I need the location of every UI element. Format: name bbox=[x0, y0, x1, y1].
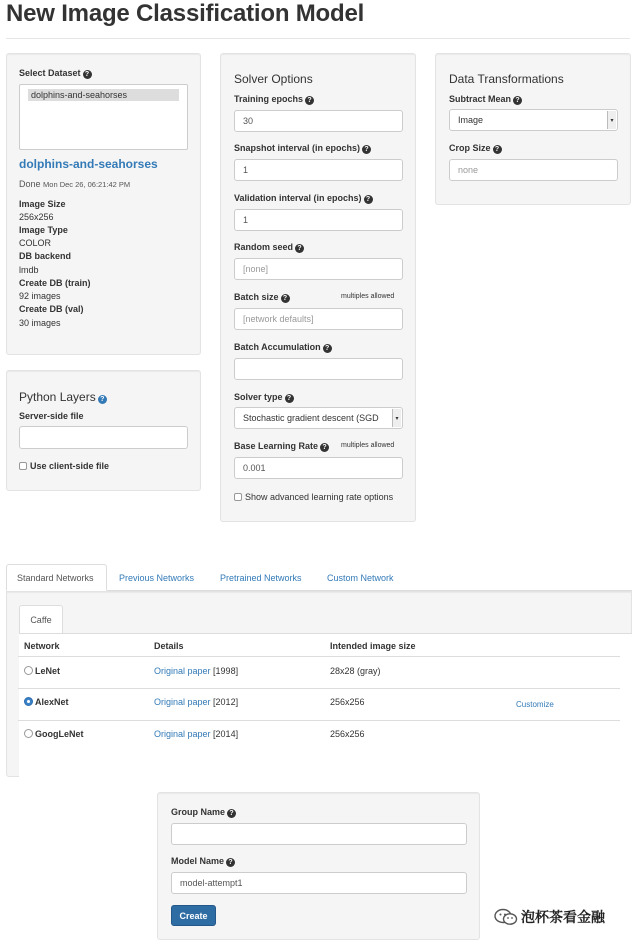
validation-interval-input[interactable]: 1 bbox=[234, 209, 403, 231]
batch-accumulation-label: Batch Accumulation ? bbox=[234, 342, 332, 353]
help-icon: ? bbox=[513, 96, 522, 105]
training-epochs-input[interactable]: 30 bbox=[234, 110, 403, 132]
details-cell: Original paper [2012] bbox=[154, 697, 239, 707]
tab-custom-network[interactable]: Custom Network bbox=[327, 572, 394, 583]
help-icon: ? bbox=[364, 195, 373, 204]
subtract-mean-value: Image bbox=[458, 115, 484, 125]
field-label: Create DB (val) bbox=[19, 304, 84, 314]
base-lr-note: multiples allowed bbox=[341, 442, 395, 449]
header-details: Details bbox=[154, 641, 184, 651]
chevron-down-icon: ▾ bbox=[392, 409, 401, 427]
random-seed-label: Random seed ? bbox=[234, 242, 304, 253]
field-value: lmdb bbox=[19, 265, 39, 275]
table-divider bbox=[18, 720, 620, 721]
header-image-size: Intended image size bbox=[330, 641, 416, 651]
base-lr-input[interactable]: 0.001 bbox=[234, 457, 403, 479]
dataset-panel bbox=[6, 53, 201, 355]
python-layers-panel bbox=[6, 370, 201, 491]
field-label: Create DB (train) bbox=[19, 278, 91, 288]
tab-previous-networks[interactable]: Previous Networks bbox=[119, 572, 195, 583]
details-cell: Original paper [2014] bbox=[154, 729, 239, 739]
help-icon: ? bbox=[493, 145, 502, 154]
batch-size-note: multiples allowed bbox=[341, 293, 395, 300]
image-size-cell: 256x256 bbox=[330, 697, 365, 707]
watermark-text: 泡杯茶看金融 bbox=[521, 909, 605, 925]
tab-caffe[interactable]: Caffe bbox=[19, 605, 63, 634]
snapshot-interval-input[interactable]: 1 bbox=[234, 159, 403, 181]
dataset-listbox[interactable] bbox=[19, 84, 188, 150]
field-value: 30 images bbox=[19, 318, 61, 328]
advanced-lr-checkbox[interactable] bbox=[234, 493, 242, 501]
crop-size-input[interactable]: none bbox=[449, 159, 618, 181]
field-label: DB backend bbox=[19, 251, 72, 261]
networks-panel bbox=[6, 591, 632, 777]
header-network: Network bbox=[24, 641, 60, 651]
network-name-cell[interactable]: AlexNet bbox=[24, 697, 69, 707]
field-label: Image Size bbox=[19, 199, 66, 209]
paper-link[interactable]: Original paper bbox=[154, 666, 211, 676]
image-size-cell: 28x28 (gray) bbox=[330, 666, 381, 676]
solver-type-value: Stochastic gradient descent (SGD bbox=[243, 413, 379, 423]
help-icon: ? bbox=[98, 395, 107, 404]
field-value: 92 images bbox=[19, 291, 61, 301]
table-divider bbox=[18, 656, 620, 657]
model-form-panel bbox=[157, 792, 480, 940]
solver-title: Solver Options bbox=[234, 72, 313, 86]
create-button[interactable]: Create bbox=[171, 905, 216, 926]
model-name-label: Model Name ? bbox=[171, 856, 235, 867]
help-icon: ? bbox=[281, 294, 290, 303]
dataset-status: Done Mon Dec 26, 06:21:42 PM bbox=[19, 179, 131, 189]
training-epochs-label: Training epochs ? bbox=[234, 94, 314, 105]
help-icon: ? bbox=[323, 344, 332, 353]
paper-link[interactable]: Original paper bbox=[154, 729, 211, 739]
transformations-title: Data Transformations bbox=[449, 72, 564, 86]
group-name-input[interactable] bbox=[171, 823, 467, 845]
batch-accumulation-input[interactable] bbox=[234, 358, 403, 380]
chevron-down-icon: ▾ bbox=[607, 111, 616, 129]
field-label: Image Type bbox=[19, 225, 68, 235]
solver-type-select[interactable] bbox=[234, 407, 403, 429]
watermark bbox=[493, 907, 605, 927]
help-icon: ? bbox=[320, 443, 329, 452]
page-title: New Image Classification Model bbox=[6, 0, 365, 27]
table-divider bbox=[18, 688, 620, 689]
random-seed-input[interactable]: [none] bbox=[234, 258, 403, 280]
solver-options-panel bbox=[220, 53, 416, 522]
server-file-label: Server-side file bbox=[19, 411, 84, 421]
help-icon: ? bbox=[362, 145, 371, 154]
advanced-lr-option[interactable]: Show advanced learning rate options bbox=[234, 492, 393, 502]
batch-size-input[interactable]: [network defaults] bbox=[234, 308, 403, 330]
dataset-name-link[interactable]: dolphins-and-seahorses bbox=[19, 157, 158, 171]
field-value: 256x256 bbox=[19, 212, 54, 222]
subtract-mean-label: Subtract Mean ? bbox=[449, 94, 522, 105]
help-icon: ? bbox=[295, 244, 304, 253]
server-file-input[interactable] bbox=[19, 426, 188, 449]
select-dataset-label: Select Dataset ? bbox=[19, 68, 92, 79]
network-name-cell[interactable]: LeNet bbox=[24, 666, 60, 676]
snapshot-interval-label: Snapshot interval (in epochs) ? bbox=[234, 143, 371, 154]
base-lr-label: Base Learning Rate ? bbox=[234, 441, 329, 452]
tab-standard-networks[interactable]: Standard Networks bbox=[6, 564, 107, 591]
group-name-label: Group Name ? bbox=[171, 807, 236, 818]
paper-link[interactable]: Original paper bbox=[154, 697, 211, 707]
batch-size-label: Batch size ? bbox=[234, 292, 290, 303]
client-side-checkbox[interactable] bbox=[19, 462, 27, 470]
python-layers-title: Python Layers ? bbox=[19, 390, 107, 404]
field-value: COLOR bbox=[19, 238, 52, 248]
subtract-mean-select[interactable] bbox=[449, 109, 618, 131]
help-icon: ? bbox=[226, 858, 235, 867]
help-icon: ? bbox=[227, 809, 236, 818]
model-name-input[interactable]: model-attempt1 bbox=[171, 872, 467, 894]
wechat-icon bbox=[493, 907, 519, 927]
radio-alexnet[interactable] bbox=[24, 697, 33, 706]
title-divider bbox=[6, 38, 630, 39]
help-icon: ? bbox=[285, 394, 294, 403]
network-name-cell[interactable]: GoogLeNet bbox=[24, 729, 84, 739]
dataset-timestamp: Mon Dec 26, 06:21:42 PM bbox=[43, 180, 131, 189]
validation-interval-label: Validation interval (in epochs) ? bbox=[234, 193, 373, 204]
image-size-cell: 256x256 bbox=[330, 729, 365, 739]
crop-size-label: Crop Size ? bbox=[449, 143, 502, 154]
data-transformations-panel bbox=[435, 53, 631, 205]
details-cell: Original paper [1998] bbox=[154, 666, 239, 676]
client-side-option[interactable]: Use client-side file bbox=[19, 461, 109, 471]
help-icon: ? bbox=[83, 70, 92, 79]
dataset-option[interactable]: dolphins-and-seahorses bbox=[28, 89, 179, 101]
help-icon: ? bbox=[305, 96, 314, 105]
tab-pretrained-networks[interactable]: Pretrained Networks bbox=[220, 572, 302, 583]
solver-type-label: Solver type ? bbox=[234, 392, 294, 403]
radio-lenet[interactable] bbox=[24, 666, 33, 675]
customize-link[interactable]: Customize bbox=[516, 700, 554, 709]
radio-googlenet[interactable] bbox=[24, 729, 33, 738]
